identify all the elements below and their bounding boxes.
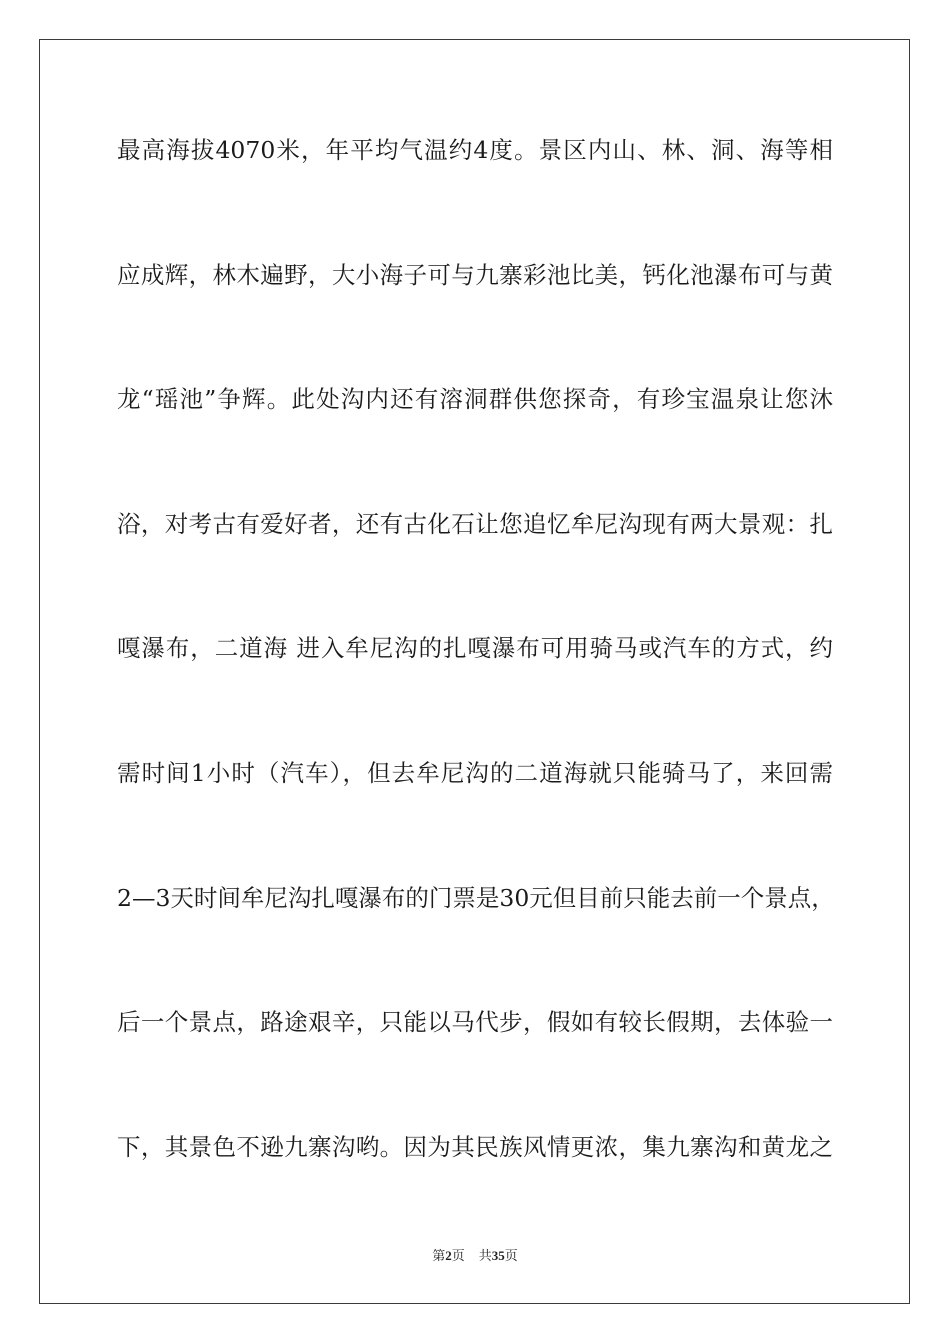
text-line: 下，其景色不逊九寨沟哟。因为其民族风情更浓，集九寨沟和黄龙之 <box>117 1132 833 1161</box>
text-line: 后一个景点，路途艰辛，只能以马代步，假如有较长假期，去体验一 <box>117 1008 833 1037</box>
text-line: 应成辉，林木遍野，大小海子可与九寨彩池比美，钙化池瀑布可与黄 <box>117 260 833 289</box>
page-prefix: 第 <box>432 1249 446 1264</box>
text-line: 浴，对考古有爱好者，还有古化石让您追忆牟尼沟现有两大景观：扎 <box>117 509 833 538</box>
text-line: 最高海拔4070米，年平均气温约4度。景区内山、林、洞、海等相 <box>117 136 833 164</box>
text-line: 2—3天时间牟尼沟扎嘎瀑布的门票是30元但目前只能去前一个景点， <box>117 883 835 912</box>
total-pages: 35 <box>491 1248 505 1263</box>
text-line: 需时间1小时（汽车），但去牟尼沟的二道海就只能骑马了，来回需 <box>117 758 833 787</box>
total-suffix: 页 <box>504 1249 518 1264</box>
text-line: 龙“瑶池”争辉。此处沟内还有溶洞群供您探奇，有珍宝温泉让您沐 <box>117 385 833 414</box>
page-number: 2 <box>445 1248 452 1263</box>
body-text <box>117 128 833 1249</box>
total-prefix: 共 <box>478 1249 492 1264</box>
page-footer <box>0 1245 950 1264</box>
text-line: 嘎瀑布，二道海 进入牟尼沟的扎嘎瀑布可用骑马或汽车的方式，约 <box>117 634 833 663</box>
page-suffix: 页 <box>451 1249 465 1264</box>
